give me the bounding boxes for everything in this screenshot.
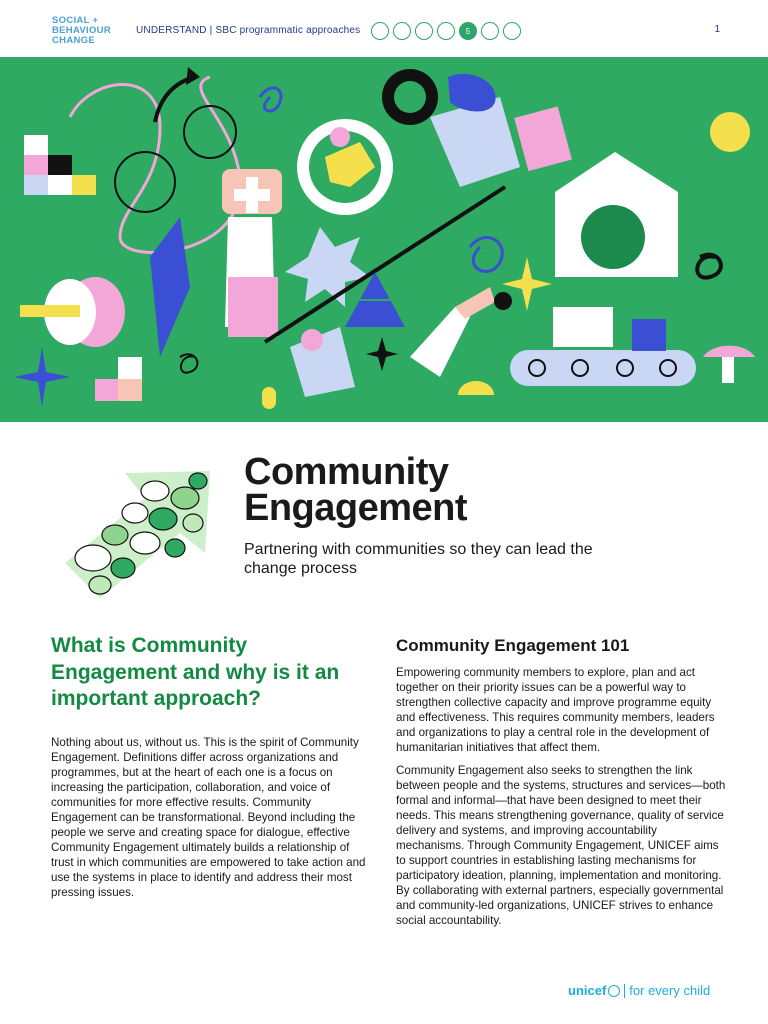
section-heading-101: Community Engagement 101 (396, 636, 630, 655)
section-heading-what-is: What is Community Engagement and why is it an important approach? (51, 634, 340, 710)
page-title (244, 451, 624, 529)
section-body-what-is: Nothing about us, without us. This is the spirit of Community Engagement. Definitions differ across organizations and programmes, but at the heart of each one is a focus on increasing the participation, collaboration, and voice of communities for more effective results. Community Engagement can be transformational. Beyond including the people we serve and creating space for dialogue, effective Community Engagement ultimately builds a relationship of trust in which communities are empowered to take action and use the systems in place to identify and address their most pressing issues. (51, 735, 366, 899)
right-column (396, 636, 726, 936)
tagline: for every child (629, 983, 711, 998)
page-subtitle: Partnering with communities so they can lead the change process (244, 541, 593, 577)
title-block (244, 451, 624, 578)
divider (624, 984, 625, 998)
progress-step[interactable] (371, 22, 389, 40)
breadcrumb: UNDERSTAND | SBC programmatic approaches (136, 25, 361, 36)
progress-step[interactable] (481, 22, 499, 40)
progress-step[interactable] (415, 22, 433, 40)
section-body-101-para1: Empowering community members to explore, plan and act together on their priority issues can be a powerful way to strengthen collective capacity and improve programme equity and effectiveness. This requires community members, leaders and organizations to play a central role in the development of humanitarian initiatives that affect them. (396, 666, 715, 754)
page-header (0, 0, 768, 57)
left-column (51, 633, 371, 900)
progress-step[interactable] (503, 22, 521, 40)
unicef-wordmark: unicef (568, 983, 607, 998)
unicef-logo (568, 983, 710, 998)
community-arrow-icon (55, 463, 215, 603)
progress-steps (371, 22, 521, 40)
progress-step[interactable] (393, 22, 411, 40)
sbc-logo: SOCIAL + BEHAVIOUR CHANGE (52, 15, 111, 46)
progress-step[interactable] (437, 22, 455, 40)
hero-illustration-art (0, 57, 768, 422)
section-body-101-para2: Community Engagement also seeks to strengthen the link between people and the systems, structures and services—both formal and informal—that have been designed to meet their needs. This means strengthening governance, quality of service delivery and systems, and improving accountability mechanisms. Through Community Engagement, UNICEF aims to support countries in establishing lasting mechanisms for participatory ideation, planning, implementation and monitoring. By collaborating with external partners, especially governmental and community-led organizations, UNICEF strives to enhance social accountability. (396, 764, 726, 927)
page-number: 1 (714, 24, 720, 35)
progress-step-active[interactable]: 5 (459, 22, 477, 40)
hero-illustration (0, 57, 768, 422)
title-line-1: Community (244, 451, 449, 493)
globe-icon (608, 985, 620, 997)
title-line-2: Engagement (244, 487, 468, 529)
